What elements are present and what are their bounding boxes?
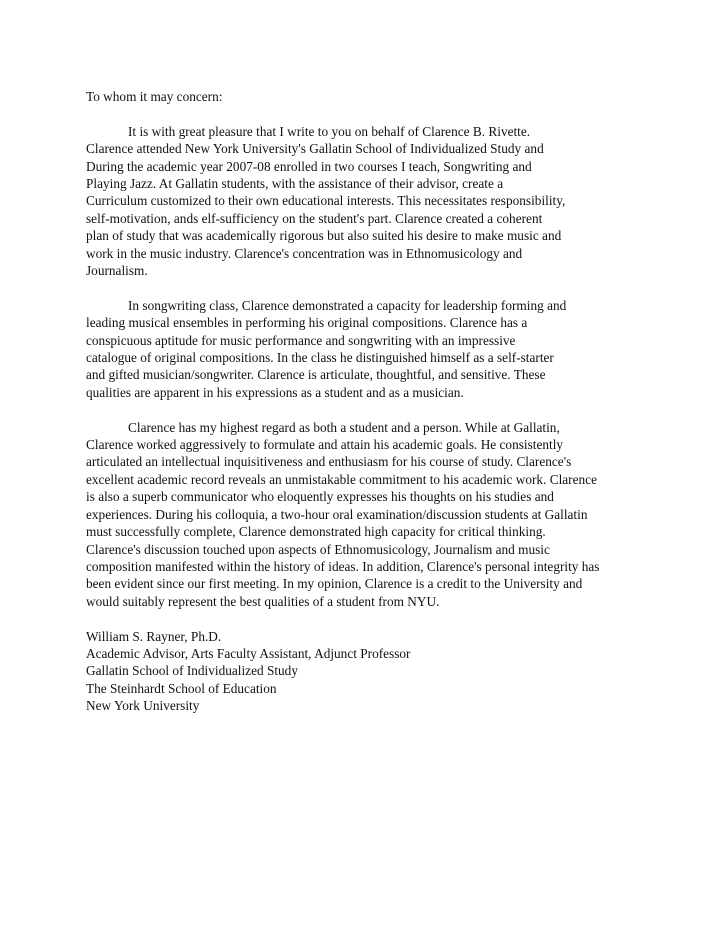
signer-school: Gallatin School of Individualized Study [86, 663, 298, 679]
paragraph-line: In songwriting class, Clarence demonstrated a capacity for leadership forming and [128, 297, 567, 313]
paragraph-line: must successfully complete, Clarence demonstrated high capacity for critical thinking. [86, 524, 546, 540]
paragraph-line: composition manifested within the history of ideas. In addition, Clarence's personal integrity has [86, 558, 600, 574]
paragraph-line: been evident since our first meeting. In my opinion, Clarence is a credit to the University and [86, 576, 583, 592]
paragraph-line: catalogue of original compositions. In the class he distinguished himself as a self-starter [86, 350, 554, 366]
signature-block [86, 628, 646, 715]
signer-school-2: The Steinhardt School of Education [86, 680, 277, 696]
paragraph-line: and gifted musician/songwriter. Clarence is articulate, thoughtful, and sensitive. These [86, 367, 546, 383]
paragraph-line: Playing Jazz. At Gallatin students, with the assistance of their advisor, create a [86, 176, 504, 192]
salutation: To whom it may concern: [86, 89, 223, 104]
paragraph-line: work in the music industry. Clarence's concentration was in Ethnomusicology and [86, 245, 523, 261]
paragraph-line: Clarence worked aggressively to formulate and attain his academic goals. He consistently [86, 437, 564, 453]
paragraph-line: Journalism. [86, 263, 148, 279]
paragraph-line: articulated an intellectual inquisitiveness and enthusiasm for his course of study. Clarence's [86, 454, 572, 470]
paragraph-line: During the academic year 2007-08 enrolled in two courses I teach, Songwriting and [86, 158, 532, 174]
paragraph-line: Clarence's discussion touched upon aspects of Ethnomusicology, Journalism and music [86, 541, 550, 557]
paragraph-line: plan of study that was academically rigorous but also suited his desire to make music and [86, 228, 562, 244]
paragraph-1 [86, 123, 646, 280]
paragraph-line: leading musical ensembles in performing his original compositions. Clarence has a [86, 315, 528, 331]
paragraph-line: conspicuous aptitude for music performance and songwriting with an impressive [86, 332, 516, 348]
letter-body [86, 88, 646, 715]
paragraph-line: Clarence attended New York University's Gallatin School of Individualized Study and [86, 141, 544, 157]
paragraph-line: is also a superb communicator who eloquently expresses his thoughts on his studies and [86, 489, 554, 505]
signer-name: William S. Rayner, Ph.D. [86, 628, 222, 644]
paragraph-spacer [86, 610, 646, 627]
paragraph-2 [86, 297, 646, 401]
paragraph-line: would suitably represent the best qualities of a student from NYU. [86, 593, 440, 609]
paragraph-spacer [86, 279, 646, 296]
paragraph-line: qualities are apparent in his expressions as a student and as a musician. [86, 384, 464, 400]
paragraph-line: experiences. During his colloquia, a two-hour oral examination/discussion students at Gallatin [86, 506, 588, 522]
paragraph-line: excellent academic record reveals an unmistakable commitment to his academic work. Clarence [86, 471, 597, 487]
paragraph-spacer [86, 401, 646, 418]
signer-title: Academic Advisor, Arts Faculty Assistant, Adjunct Professor [86, 645, 411, 661]
paragraph-3 [86, 419, 646, 610]
paragraph-line: Clarence has my highest regard as both a student and a person. While at Gallatin, [128, 419, 560, 435]
paragraph-line: Curriculum customized to their own educational interests. This necessitates responsibility, [86, 193, 566, 209]
signer-university: New York University [86, 698, 200, 714]
paragraph-line: It is with great pleasure that I write to you on behalf of Clarence B. Rivette. [128, 123, 531, 139]
paragraph-spacer [86, 105, 646, 122]
paragraph-line: self-motivation, ands elf-sufficiency on the student's part. Clarence created a coherent [86, 210, 543, 226]
